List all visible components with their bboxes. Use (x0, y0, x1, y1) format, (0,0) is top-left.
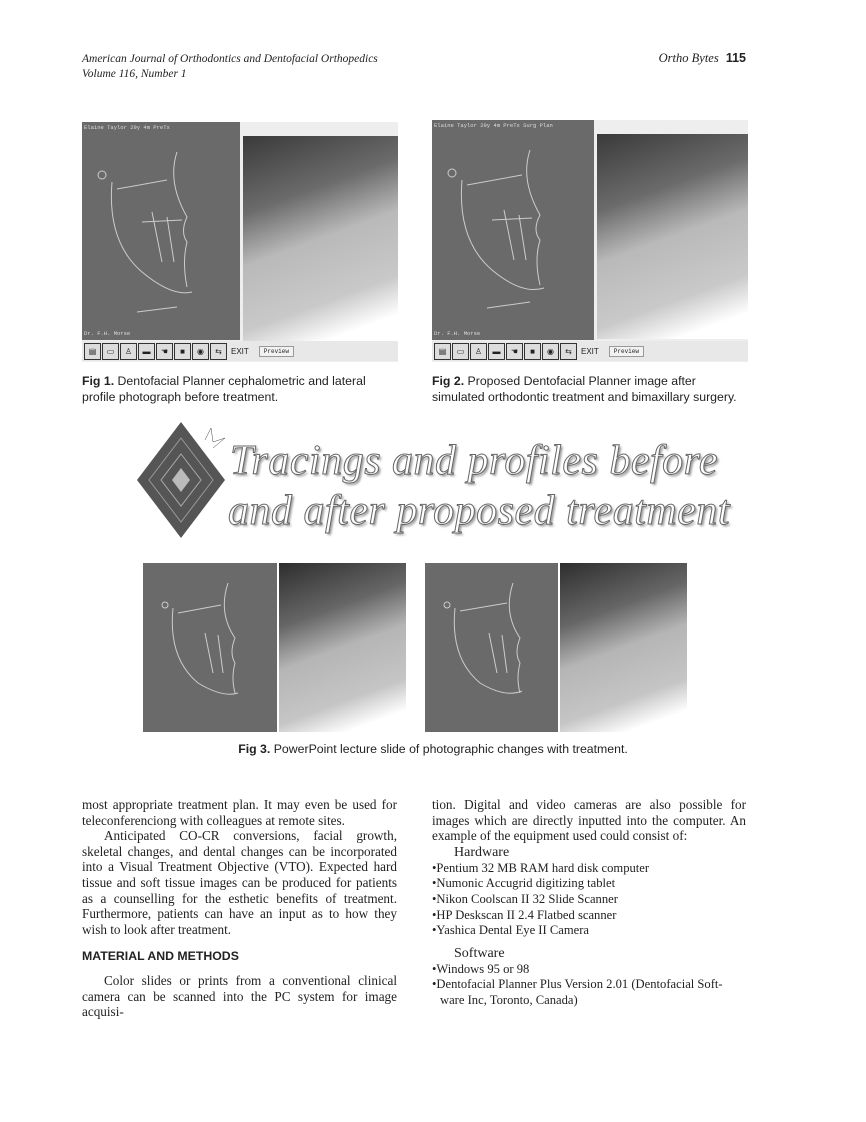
slide-title-line-2: and after proposed treatment (228, 488, 731, 534)
camera-icon[interactable]: ◉ (192, 343, 209, 360)
journal-name: American Journal of Orthodontics and Dentofacial Orthopedics (82, 53, 378, 65)
cephalometric-tracing (82, 122, 240, 340)
tray-icon[interactable]: ▬ (138, 343, 155, 360)
transfer-icon[interactable]: ⇆ (210, 343, 227, 360)
slide-after-image (425, 563, 687, 732)
monitor-icon[interactable]: ▭ (452, 343, 469, 360)
monitor-icon[interactable]: ▭ (102, 343, 119, 360)
figure-label: Fig 2. (432, 374, 465, 388)
hand-icon[interactable]: ☚ (506, 343, 523, 360)
figure-2-screenshot (432, 120, 748, 362)
paragraph: Color slides or prints from a conventional clinical camera can be scanned into the PC system for image acquisi- (82, 972, 397, 1020)
preview-button[interactable]: Preview (259, 346, 294, 357)
doctor-label: Dr. F.H. Morse (434, 330, 481, 337)
left-column (82, 797, 397, 1020)
right-column (432, 797, 746, 1009)
profile-photo (243, 136, 398, 341)
transfer-icon[interactable]: ⇆ (560, 343, 577, 360)
figure-1-screenshot (82, 122, 398, 362)
exit-button[interactable]: EXIT (231, 346, 249, 356)
camera-icon[interactable]: ◉ (542, 343, 559, 360)
book-icon[interactable]: ■ (524, 343, 541, 360)
tracing-lines (143, 563, 277, 732)
cephalometric-tracing (143, 563, 277, 732)
profile-photo (560, 563, 687, 732)
patient-label: Elaine Taylor 29y 4m PreTx Surg Plan (434, 122, 553, 129)
diamond-logo (133, 418, 229, 542)
caption-text: Dentofacial Planner cephalometric and lateral profile photograph before treatment. (82, 374, 366, 404)
cephalometric-tracing (432, 120, 594, 340)
toolbar (82, 341, 398, 361)
slide-title-line-1: Tracings and profiles before (230, 438, 719, 484)
exit-button[interactable]: EXIT (581, 346, 599, 356)
list-item: •Pentium 32 MB RAM hard disk computer (432, 860, 650, 875)
section-name: Ortho Bytes (658, 51, 719, 65)
paragraph: tion. Digital and video cameras are also possible for images which are directly inputted into the computer. An example of the equipment used could consist of: (432, 797, 746, 844)
figure-2-caption (432, 373, 750, 405)
caption-text: Proposed Dentofacial Planner image after simulated orthodontic treatment and bimaxillary surgery. (432, 374, 737, 404)
profile-icon[interactable]: ♙ (470, 343, 487, 360)
paragraph: most appropriate treatment plan. It may even be used for teleconferenciong with colleagues at remote sites. (82, 797, 397, 828)
caption-text: PowerPoint lecture slide of photographic changes with treatment. (273, 742, 628, 756)
doctor-label: Dr. F.H. Morse (84, 330, 131, 337)
list-item: •Nikon Coolscan II 32 Slide Scanner (432, 891, 618, 906)
tray-icon[interactable]: ▬ (488, 343, 505, 360)
list-item: •Yashica Dental Eye II Camera (432, 923, 589, 938)
list-item: •Dentofacial Planner Plus Version 2.01 (Dentofacial Soft- (432, 977, 723, 992)
hand-icon[interactable]: ☚ (156, 343, 173, 360)
figure-1-caption (82, 373, 400, 405)
running-header-right (659, 51, 746, 66)
list-item: •Windows 95 or 98 (432, 961, 530, 976)
volume-issue: Volume 116, Number 1 (82, 68, 187, 80)
figure-label: Fig 3. (238, 742, 271, 756)
profile-photo (597, 134, 748, 339)
file-icon[interactable]: ▤ (434, 343, 451, 360)
list-item: •HP Deskscan II 2.4 Flatbed scanner (432, 907, 617, 922)
cephalometric-tracing (425, 563, 558, 732)
book-icon[interactable]: ■ (174, 343, 191, 360)
file-icon[interactable]: ▤ (84, 343, 101, 360)
software-heading: Software (454, 945, 505, 961)
figure-3-caption (0, 741, 866, 757)
preview-button[interactable]: Preview (609, 346, 644, 357)
toolbar (432, 341, 748, 361)
profile-icon[interactable]: ♙ (120, 343, 137, 360)
tracing-lines (425, 563, 558, 732)
tracing-lines (432, 120, 594, 340)
running-header-left (82, 52, 378, 82)
list-item: •Numonic Accugrid digitizing tablet (432, 876, 616, 891)
page-number: 115 (725, 51, 746, 65)
hardware-heading: Hardware (454, 844, 510, 860)
section-heading: MATERIAL AND METHODS (82, 949, 239, 964)
list-item-continuation: ware Inc, Toronto, Canada) (440, 992, 578, 1007)
patient-label: Elaine Taylor 29y 4m PreTx (84, 124, 170, 131)
tracing-lines (82, 122, 240, 340)
profile-photo (279, 563, 406, 732)
figure-label: Fig 1. (82, 374, 115, 388)
slide-before-image (143, 563, 406, 732)
paragraph: Anticipated CO-CR conversions, facial growth, skeletal changes, and dental changes can be incorporated into a Visual Treatment Objective (VTO). Expected hard tissue and soft tissue images can be produced for patients as a counselling for the esthetic benefits of treatment. Furthermore, patients can have an input as to how they wish to look after treatment. (82, 828, 397, 937)
